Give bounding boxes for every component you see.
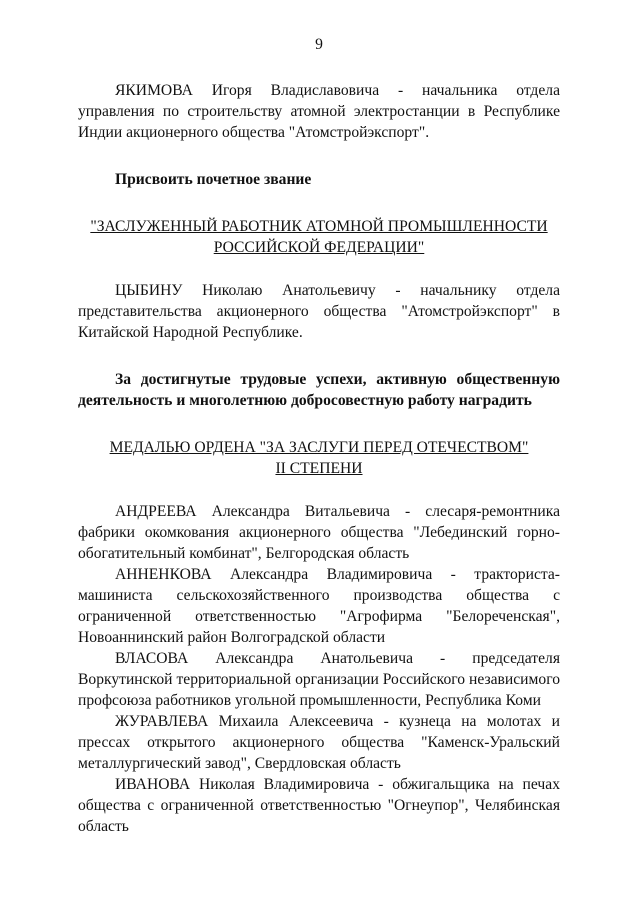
recipient-list — [78, 501, 560, 837]
tsybin-paragraph: ЦЫБИНУ Николаю Анатольевичу - начальнику отдела представительства акционерного общества "Атомстройэкспорт" в Китайской Народной Республике. — [78, 282, 560, 341]
recipient-annenkov: АННЕНКОВА Александра Владимировича - тракториста-машиниста сельскохозяйственного производства общества с ограниченной ответственностью "Агрофирма "Белореченская", Новоаннинский район Волгоградской области — [78, 566, 560, 646]
recipient-andreev: АНДРЕЕВА Александра Витальевича - слесаря-ремонтника фабрики окомкования акционерного общества "Лебединский горно-обогатительный комбинат", Белгородская область — [78, 503, 560, 562]
recipient-vlasov: ВЛАСОВА Александра Анатольевича - председателя Воркутинской территориальной организации Российского независимого профсоюза работников угольной промышленности, Республика Коми — [78, 650, 560, 709]
honorary-title-line-1: "ЗАСЛУЖЕННЫЙ РАБОТНИК АТОМНОЙ ПРОМЫШЛЕННОСТИ — [90, 218, 548, 235]
medal-title-line-2: II СТЕПЕНИ — [275, 460, 363, 477]
assign-title-heading: Присвоить почетное звание — [115, 171, 312, 188]
award-heading: За достигнутые трудовые успехи, активную общественную деятельность и многолетнюю добросовестную работу наградить — [78, 371, 560, 409]
honorary-title-line-2: РОССИЙСКОЙ ФЕДЕРАЦИИ" — [213, 239, 425, 256]
recipient-zhuravlev: ЖУРАВЛЕВА Михаила Алексеевича - кузнеца на молотах и прессах открытого акционерного общества "Каменск-Уральский металлургический завод", Свердловская область — [78, 713, 560, 772]
page-number: 9 — [315, 36, 323, 53]
medal-title-line-1: МЕДАЛЬЮ ОРДЕНА "ЗА ЗАСЛУГИ ПЕРЕД ОТЕЧЕСТВОМ" — [109, 439, 529, 456]
yakimova-paragraph: ЯКИМОВА Игоря Владиславовича - начальника отдела управления по строительству атомной электростанции в Республике Индии акционерного общества "Атомстройэкспорт". — [78, 82, 560, 141]
recipient-ivanov: ИВАНОВА Николая Владимировича - обжигальщика на печах общества с ограниченной ответственностью "Огнеупор", Челябинская область — [78, 776, 560, 835]
